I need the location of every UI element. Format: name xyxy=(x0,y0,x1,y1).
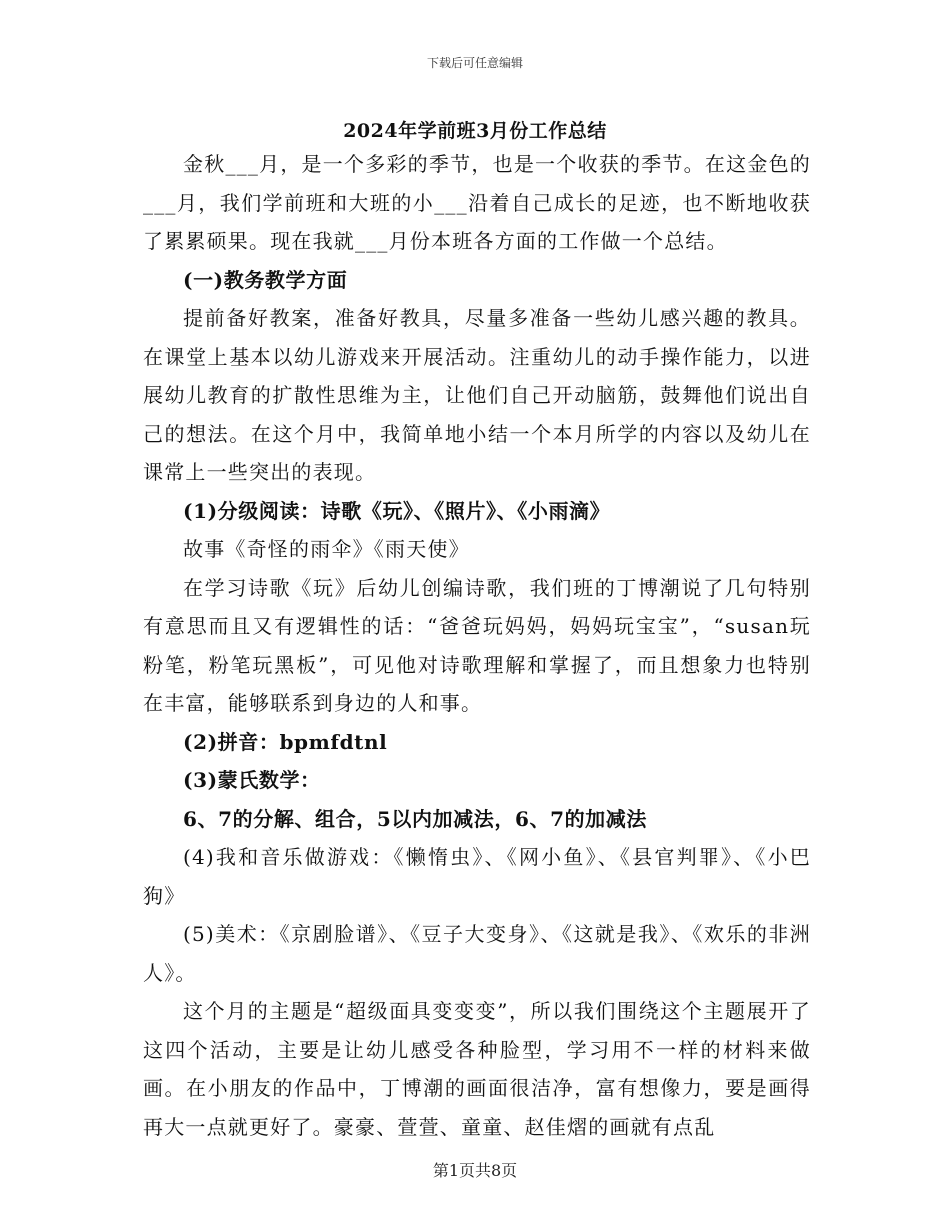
paragraph-math-content: 6、7的分解、组合，5以内加减法，6、7的加减法 xyxy=(183,806,647,831)
page-number-footer: 第1页共8页 xyxy=(432,1161,518,1180)
paragraph-stories: 故事《奇怪的雨伞》《雨天使》 xyxy=(183,537,470,561)
paragraph-intro: 金秋___月，是一个多彩的季节，也是一个收获的季节。在这金色的___月，我们学前班和大班的小___沿着自己成长的足迹，也不断地收获了累累硕果。现在我就___月份本班各方面的工作做一个总结。 xyxy=(143,152,811,253)
paragraph-art: (5)美术：《京剧脸谱》、《豆子大变身》、《这就是我》、《欢乐的非洲人》。 xyxy=(143,922,811,985)
document-title: 2024年学前班3月份工作总结 xyxy=(343,120,607,142)
paragraph-poem-creation: 在学习诗歌《玩》后幼儿创编诗歌，我们班的丁博潮说了几句特别有意思而且又有逻辑性的话：“爸爸玩妈妈，妈妈玩宝宝”，“susan玩粉笔，粉笔玩黑板”，可见他对诗歌理解和掌握了，而且想象力也特别在丰富，能够联系到身边的人和事。 xyxy=(143,575,811,715)
subheading-reading: (1)分级阅读：诗歌《玩》、《照片》、《小雨滴》 xyxy=(183,498,611,523)
paragraph-teaching: 提前备好教案，准备好教具，尽量多准备一些幼儿感兴趣的教具。在课堂上基本以幼儿游戏来开展活动。注重幼儿的动手操作能力，以进展幼儿教育的扩散性思维为主，让他们自己开动脑筋，鼓舞他们说出自己的想法。在这个月中，我简单地小结一个本月所学的内容以及幼儿在课常上一些突出的表现。 xyxy=(143,306,811,484)
document-body xyxy=(143,145,811,1146)
subheading-pinyin: (2)拼音：bpmfdtnl xyxy=(183,729,388,754)
page-header-note: 下载后可任意编辑 xyxy=(426,56,523,70)
section-heading-teaching: (一)教务教学方面 xyxy=(183,267,348,292)
paragraph-music: (4)我和音乐做游戏：《懒惰虫》、《网小鱼》、《县官判罪》、《小巴狗》 xyxy=(143,845,811,908)
paragraph-theme: 这个月的主题是“超级面具变变变”，所以我们围绕这个主题展开了这四个活动，主要是让幼儿感受各种脸型，学习用不一样的材料来做画。在小朋友的作品中，丁博潮的画面很洁净，富有想像力，要是画得再大一点就更好了。豪豪、萱萱、童童、赵佳熠的画就有点乱 xyxy=(143,999,811,1139)
subheading-math: (3)蒙氏数学： xyxy=(183,768,321,792)
